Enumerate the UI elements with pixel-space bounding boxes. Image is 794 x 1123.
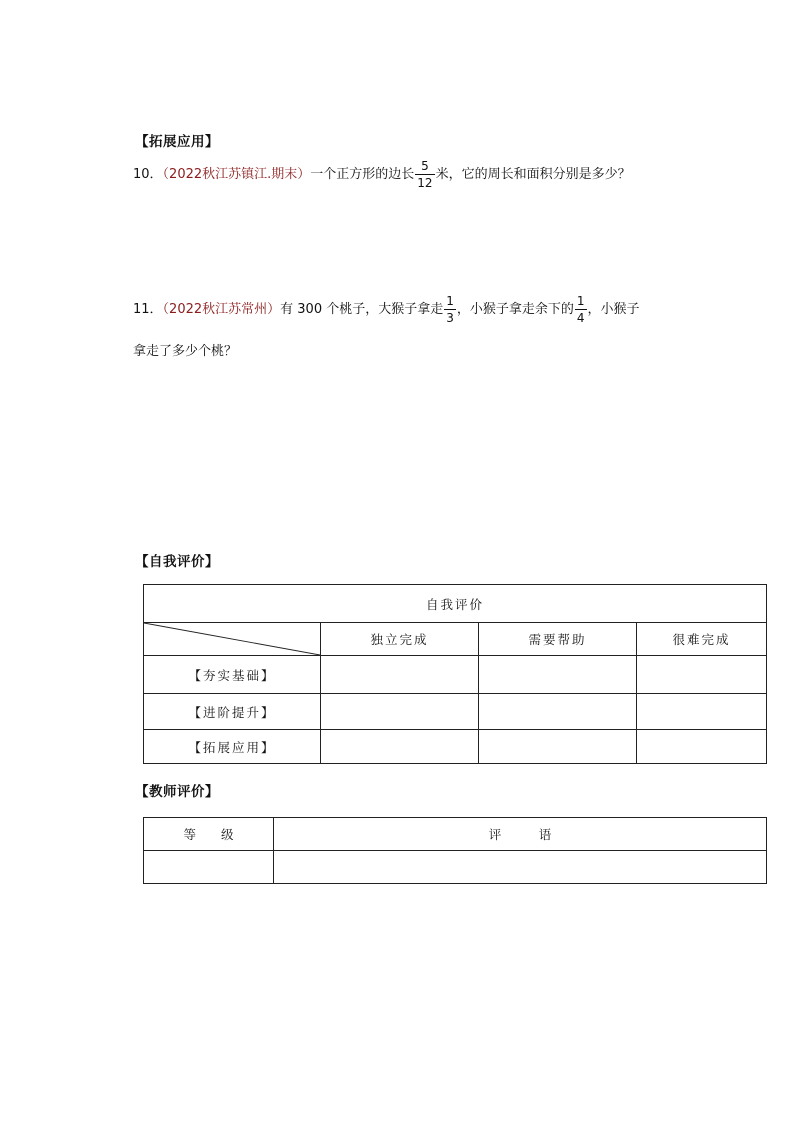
row-label-extension: 【拓展应用】 — [144, 730, 321, 764]
q11-fraction-1-den: 3 — [446, 311, 454, 325]
diagonal-line — [144, 623, 320, 655]
cell[interactable] — [637, 694, 767, 730]
q11-source: （2022秋江苏常州） — [162, 302, 281, 317]
q11-fraction-2 — [575, 295, 587, 324]
q11-fraction-1 — [444, 295, 456, 324]
grade-cell[interactable] — [144, 851, 274, 884]
question-10 — [133, 160, 631, 189]
section-title-self-eval: 【自我评价】 — [135, 554, 219, 570]
q10-text-b: 米，它的周长和面积分别是多少？ — [435, 167, 631, 182]
cell[interactable] — [321, 694, 479, 730]
q10-fraction — [415, 160, 434, 189]
q11-number: 11． — [133, 302, 163, 317]
comment-cell[interactable] — [274, 851, 767, 884]
table-row — [144, 851, 767, 884]
section-title-teacher-eval: 【教师评价】 — [135, 784, 219, 800]
diagonal-header-cell — [144, 623, 321, 656]
teacher-eval-table — [143, 817, 767, 884]
cell[interactable] — [479, 694, 637, 730]
q10-source: （2022秋江苏镇江.期末） — [162, 167, 311, 182]
row-label-basic: 【夯实基础】 — [144, 656, 321, 694]
q11-line2: 拿走了多少个桃？ — [133, 344, 238, 359]
column-header-difficult: 很难完成 — [637, 623, 767, 656]
q10-fraction-den: 12 — [417, 176, 433, 190]
table-row — [144, 656, 767, 694]
table-row — [144, 730, 767, 764]
header-grade: 等 级 — [144, 818, 274, 851]
self-eval-table-title: 自我评价 — [144, 585, 767, 623]
q11-fraction-2-num: 1 — [576, 294, 585, 308]
column-header-need-help: 需要帮助 — [479, 623, 637, 656]
cell[interactable] — [637, 730, 767, 764]
cell[interactable] — [321, 730, 479, 764]
self-eval-table — [143, 584, 767, 764]
q11-text-b: ，小猴子拿走余下的 — [456, 302, 574, 317]
cell[interactable] — [479, 730, 637, 764]
q10-number: 10． — [133, 167, 163, 182]
question-11 — [133, 295, 640, 324]
q11-text-a: 有 300 个桃子，大猴子拿走 — [280, 302, 444, 317]
q11-fraction-1-num: 1 — [446, 294, 454, 308]
cell[interactable] — [637, 656, 767, 694]
q10-fraction-num: 5 — [421, 159, 429, 173]
q10-text-a: 一个正方形的边长 — [310, 167, 415, 182]
q11-text-c: ，小猴子 — [587, 302, 640, 317]
row-label-advanced: 【进阶提升】 — [144, 694, 321, 730]
column-header-independent: 独立完成 — [321, 623, 479, 656]
section-title-extension: 【拓展应用】 — [135, 134, 219, 150]
q11-fraction-2-den: 4 — [576, 311, 585, 325]
header-comment: 评 语 — [274, 818, 767, 851]
cell[interactable] — [321, 656, 479, 694]
cell[interactable] — [479, 656, 637, 694]
table-row — [144, 694, 767, 730]
